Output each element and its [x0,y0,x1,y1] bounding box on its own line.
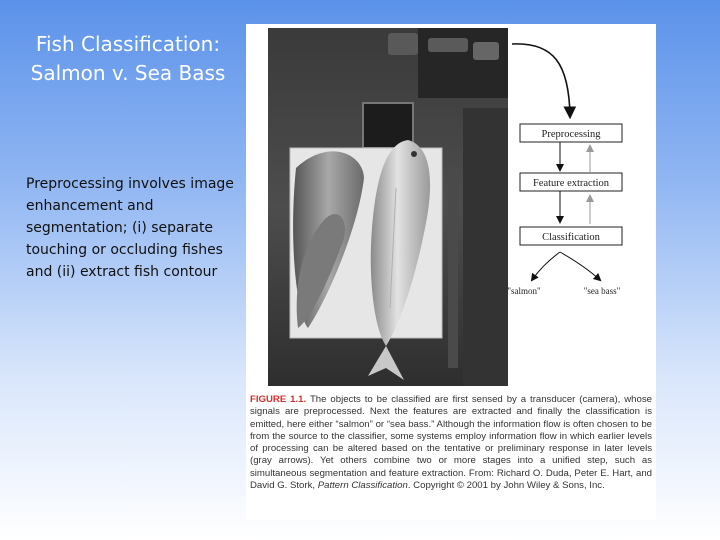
figure-caption [250,394,652,492]
pipeline-diagram [504,24,656,324]
figure-label: FIGURE 1.1. [250,394,307,405]
figure-panel [246,24,656,520]
preprocessing-label: Preprocessing [541,129,601,140]
caption-copyright: . Copyright © 2001 by John Wiley & Sons, Inc. [407,480,605,492]
output-sea-bass-label: "sea bass" [583,286,621,296]
feature-extraction-label: Feature extraction [532,178,610,189]
output-arrow-sea-bass [560,252,600,280]
fish-photo [268,28,508,386]
slide-title-line1: Fish Classification: [35,32,221,56]
input-arrow [512,44,570,116]
caption-book-title: Pattern Classification [317,480,408,492]
slide-title-line2: Salmon v. Sea Bass [30,61,226,85]
body-text: Preprocessing involves image enhancement and segmentation; (i) separate touching or occluding fishes and (ii) extract fish contour [26,176,234,280]
caption-text: The objects to be classified are first sensed by a transducer (camera), whose signals are preprocessed. Next the features are extracted and finally the classification is emitted, here either “salmon” or “sea bass.” Although the information flow is often chosen to be from the source to the classifier, some systems employ information flow in which earlier levels of processing can be altered based on the tentative or preliminary response in later levels (gray arrows). Yet others combine two or more stages into a unified step, such as simultaneous segmentation and feature extraction. From: Richard O. Duda, Peter E. Hart, and David G. Stork, [250,394,652,492]
output-arrow-salmon [532,252,560,280]
classification-label: Classification [542,232,600,243]
slide-title [18,30,238,88]
output-salmon-label: "salmon" [507,286,541,296]
